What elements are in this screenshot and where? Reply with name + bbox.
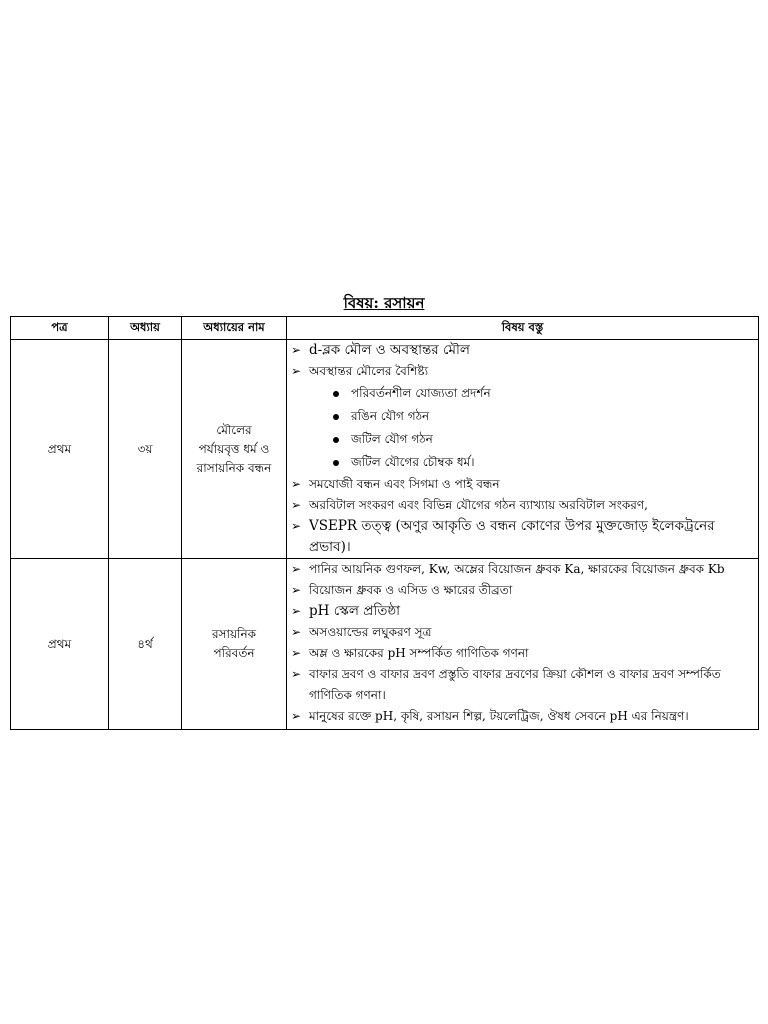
topic-list	[291, 559, 754, 727]
header-chapter-name: অধ্যায়ের নাম	[182, 317, 287, 340]
topic-text: অবস্থান্তর মৌলের বৈশিষ্ট্য	[309, 364, 429, 378]
arrow-bullet-icon: ➢	[291, 364, 302, 378]
arrow-bullet-icon: ➢	[291, 519, 302, 533]
chapter-name-line: মৌলের	[216, 422, 252, 437]
subtopic-item	[331, 405, 754, 428]
topic-item	[291, 601, 754, 622]
arrow-bullet-icon: ➢	[291, 667, 302, 681]
arrow-bullet-icon: ➢	[291, 477, 302, 491]
dot-bullet-icon	[333, 460, 339, 466]
table-header-row	[11, 317, 759, 340]
topic-text: অরবিটাল সংকরণ এবং বিভিন্ন যৌগের গঠন ব্যাখ্যায় অরবিটাল সংকরণ,	[309, 498, 648, 512]
subtopic-item	[331, 382, 754, 405]
topic-text: পানির আয়নিক গুণফল, Kw, অম্লের বিয়োজন ধ্রুবক Ka, ক্ষারকের বিয়োজন ধ্রুবক Kb	[309, 562, 725, 576]
subtopic-text: পরিবর্তনশীল যোজ্যতা প্রদর্শন	[351, 386, 491, 400]
subtopic-item	[331, 451, 754, 474]
dot-bullet-icon	[333, 437, 339, 443]
topic-item	[291, 559, 754, 580]
syllabus-table	[10, 316, 759, 730]
topic-item	[291, 340, 754, 361]
topic-text: pH স্কেল প্রতিষ্ঠা	[309, 603, 401, 619]
topic-item	[291, 622, 754, 643]
subtopic-text: জটিল যৌগের চৌম্বক ধর্ম।	[351, 455, 475, 469]
topic-list	[291, 340, 754, 558]
topic-item	[291, 664, 754, 706]
chapter-name-line: পরিবর্তন	[213, 646, 255, 660]
arrow-bullet-icon: ➢	[291, 498, 302, 512]
content-cell	[287, 340, 759, 559]
topic-text: মানুষের রক্তে pH, কৃষি, রসায়ন শিল্প, টয়লেট্রিজ, ঔষধ সেবনে pH এর নিয়ন্ত্রণ।	[309, 709, 689, 723]
chapter-cell: ৪র্থ	[109, 559, 182, 730]
arrow-bullet-icon: ➢	[291, 646, 302, 660]
arrow-bullet-icon: ➢	[291, 562, 302, 576]
header-content: বিষয় বস্তু	[287, 317, 759, 340]
table-row	[11, 559, 759, 730]
document-title: বিষয়: রসায়ন	[343, 294, 425, 312]
topic-text: সমযোজী বন্ধন এবং সিগমা ও পাই বন্ধন	[309, 477, 500, 491]
subtopic-item	[331, 428, 754, 451]
arrow-bullet-icon: ➢	[291, 709, 302, 723]
arrow-bullet-icon: ➢	[291, 604, 302, 618]
subtopic-text: জটিল যৌগ গঠন	[351, 432, 433, 446]
arrow-bullet-icon: ➢	[291, 343, 302, 357]
table-row	[11, 340, 759, 559]
arrow-bullet-icon: ➢	[291, 583, 302, 597]
topic-item	[291, 516, 754, 558]
topic-item	[291, 580, 754, 601]
chapter-name-cell	[182, 559, 287, 730]
chapter-name-line: পর্যায়বৃত্ত ধর্ম ও	[198, 441, 270, 456]
topic-item	[291, 706, 754, 727]
chapter-name-line: রসায়নিক	[211, 627, 257, 641]
dot-bullet-icon	[333, 414, 339, 420]
topic-item	[291, 474, 754, 495]
topic-text: VSEPR তত্ত্ব (অণুর আকৃতি ও বন্ধন কোণের উপর মুক্তজোড় ইলেকট্রনের প্রভাব)।	[309, 518, 715, 555]
topic-text: অম্ল ও ক্ষারকের pH সম্পর্কিত গাণিতিক গণনা	[309, 646, 529, 660]
content-cell	[287, 559, 759, 730]
topic-item	[291, 495, 754, 516]
dot-bullet-icon	[333, 391, 339, 397]
subtopic-text: রঙিন যৌগ গঠন	[351, 409, 430, 423]
paper-cell: প্রথম	[11, 559, 109, 730]
arrow-bullet-icon: ➢	[291, 625, 302, 639]
topic-item	[291, 643, 754, 664]
topic-text: d-ব্লক মৌল ও অবস্থান্তর মৌল	[309, 342, 470, 358]
chapter-name-line: রাসায়নিক বন্ধন	[196, 460, 272, 475]
topic-text: অসওয়াল্ডের লঘুকরণ সূত্র	[309, 625, 432, 639]
header-paper: পত্র	[11, 317, 109, 340]
paper-cell: প্রথম	[11, 340, 109, 559]
header-chapter: অধ্যায়	[109, 317, 182, 340]
subtopic-list	[309, 382, 754, 474]
chapter-name-cell	[182, 340, 287, 559]
topic-text: বাফার দ্রবণ ও বাফার দ্রবণ প্রস্তুতি বাফার দ্রবণের ক্রিয়া কৌশল ও বাফার দ্রবণ সম্পর্কিত গাণিতিক গণনা।	[309, 667, 721, 702]
chapter-cell: ৩য়	[109, 340, 182, 559]
topic-item	[291, 361, 754, 474]
topic-text: বিয়োজন ধ্রুবক ও এসিড ও ক্ষারের তীব্রতা	[309, 583, 513, 597]
